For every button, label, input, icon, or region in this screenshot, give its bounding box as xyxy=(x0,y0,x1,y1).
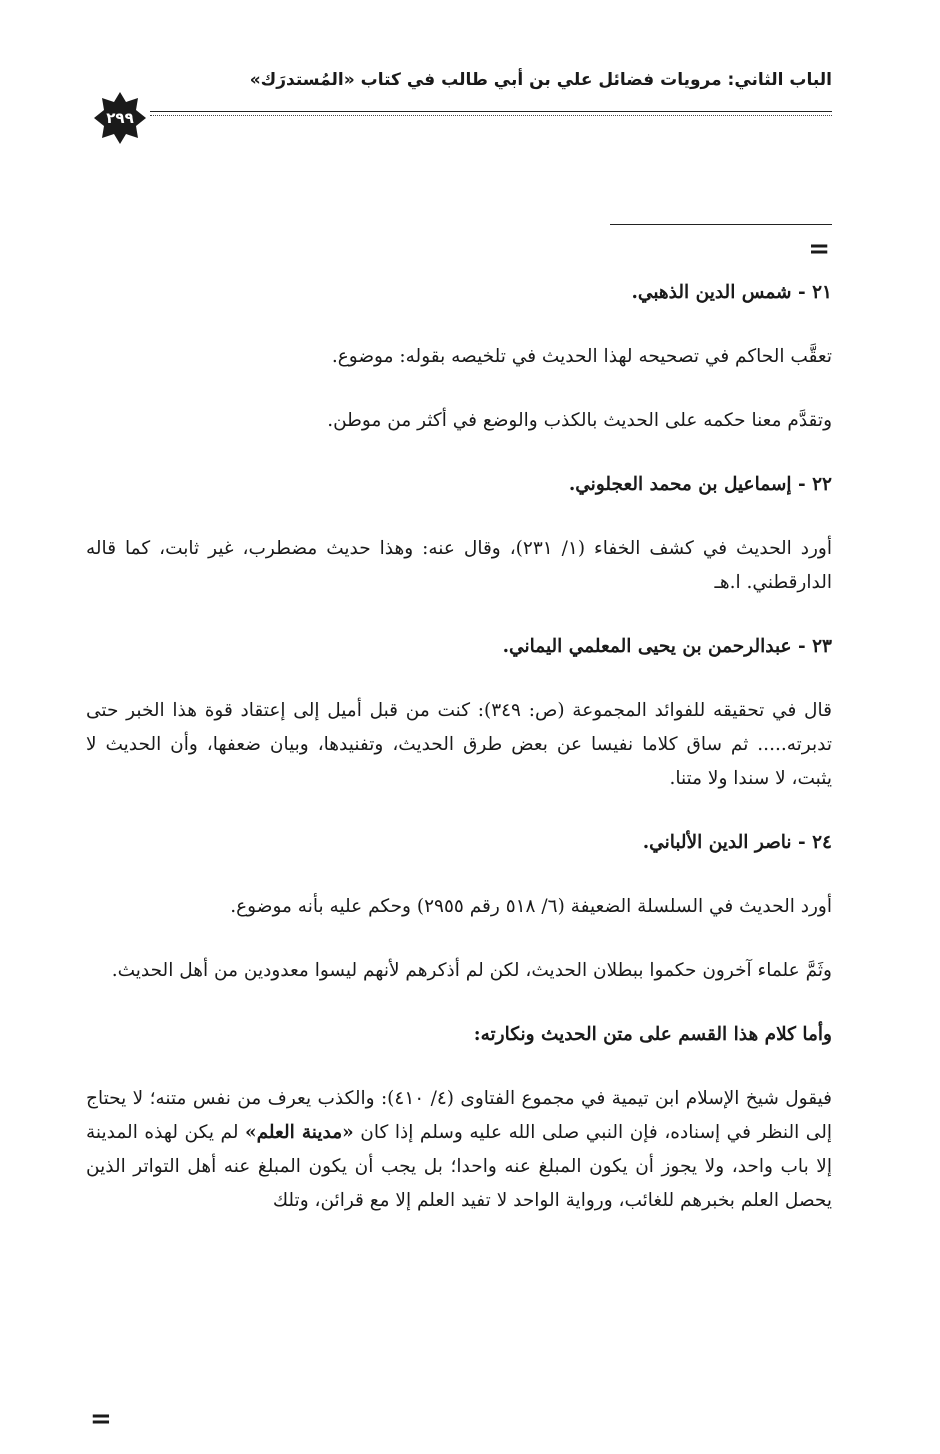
paragraph-22: أورد الحديث في كشف الخفاء (١/ ٢٣١)، وقال عنه: وهذا حديث مضطرب، غير ثابت، كما قاله الدارقطني. ا.هـ xyxy=(86,538,832,593)
paragraph-23: قال في تحقيقه للفوائد المجموعة (ص: ٣٤٩): كنت من قبل أميل إلى إعتقاد قوة هذا الخبر حتى تدبرته..... ثم ساق كلاما نفيسا عن بعض طرق الحديث، وتفنيدها، وبيان ضعفها، وأن الحديث لا يثبت، لا سندا ولا متنا. xyxy=(86,700,832,789)
header-rule-dotted xyxy=(150,115,832,116)
section-heading: وأما كلام هذا القسم على متن الحديث ونكارته: xyxy=(473,1024,832,1045)
heading-21: ٢١ - شمس الدين الذهبي. xyxy=(631,282,832,303)
page-number: ٢٩٩ xyxy=(106,109,134,127)
quote-part-1: فيقول شيخ الإسلام ابن تيمية في مجموع الفتاوى (٤/ ٤١٠): والكذب يعرف من نفس متنه؛ لا يحتاج إلى النظر في إسناده، فإن النبي صلى الله عليه وسلم إذا كان xyxy=(86,1088,832,1143)
paragraph-other-scholars: وثَمَّ علماء آخرون حكموا ببطلان الحديث، لكن لم أذكرهم لأنهم ليسوا معدودين من أهل الحديث. xyxy=(111,960,832,981)
paragraph-24: أورد الحديث في السلسلة الضعيفة (٦/ ٥١٨ رقم ٢٩٥٥) وحكم عليه بأنه موضوع. xyxy=(230,896,832,917)
footnote-text xyxy=(86,276,832,1218)
continued-mark-bottom: = xyxy=(90,1404,112,1434)
continued-mark-top: = xyxy=(808,234,830,264)
paragraph-21b: وتقدَّم معنا حكمه على الحديث بالكذب والوضع في أكثر من موطن. xyxy=(327,410,832,431)
running-header: الباب الثاني: مرويات فضائل علي بن أبي طالب في كتاب «المُستدرَك» xyxy=(249,70,832,90)
header-rule xyxy=(150,111,832,112)
page-number-badge xyxy=(92,90,148,146)
quote-bold-term: «مدينة العلم» xyxy=(245,1122,354,1143)
heading-22: ٢٢ - إسماعيل بن محمد العجلوني. xyxy=(568,474,832,495)
heading-23: ٢٣ - عبدالرحمن بن يحيى المعلمي اليماني. xyxy=(502,636,832,657)
paragraph-21a: تعقَّب الحاكم في تصحيحه لهذا الحديث في تلخيصه بقوله: موضوع. xyxy=(331,346,832,367)
footnote-separator xyxy=(610,224,832,225)
heading-24: ٢٤ - ناصر الدين الألباني. xyxy=(642,832,832,853)
paragraph-ibn-taymiyya xyxy=(86,1082,832,1218)
quote-part-2: لم يكن لهذه المدينة إلا باب واحد، ولا يجوز أن يكون المبلغ عنه واحدا؛ بل يجب أن يكون المبلغ عنه أهل التواتر الذين يحصل العلم بخبرهم للغائب، ورواية الواحد لا تفيد العلم إلا مع قرائن، وتلك xyxy=(86,1122,832,1211)
